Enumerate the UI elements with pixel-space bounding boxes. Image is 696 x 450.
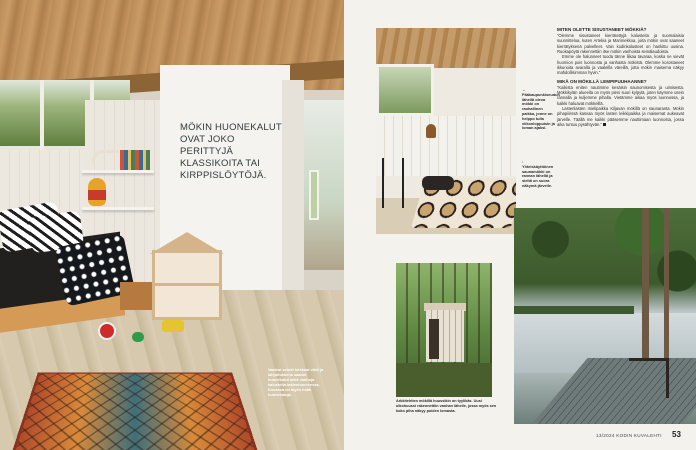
photo-caption: Vaaleat seinät kirkkaat värit ja lahjoituksena saadut huonekalut sekä vanhoja kalusteita lastenhuoneessa. Kuvassa on myös lisää huonekaluja.: [268, 367, 324, 397]
tree-trunk: [664, 208, 669, 358]
caption-sauna: [522, 160, 556, 189]
question-heading: MITEN OLETTE SISUSTANEET MÖKKIÄ?: [557, 27, 647, 32]
antler-decor: [92, 150, 118, 164]
far-shore: [514, 306, 634, 314]
paragraph: Emme ole halunneet tuoda tänne liikaa tavaraa, koska ne vievät huomion pois luonnosta ja vanhasta mökistä. Olemme korostaneet ikkunoita avaralla ja vaaleilla väreillä, jotta mökin maisema näkyy mahdollisimman hyvin.”: [557, 54, 684, 76]
arrow-down-icon: ↓: [522, 159, 524, 164]
window-view: [376, 64, 434, 116]
end-mark-icon: [603, 123, 606, 126]
toy: [132, 332, 144, 342]
dock-bench: [629, 358, 669, 398]
article-body: [557, 27, 684, 128]
tree-trunk: [642, 208, 649, 358]
toy-ball: [98, 322, 116, 340]
wall-shelf: [82, 170, 154, 173]
window-frame: [40, 80, 44, 150]
caption-bedroom: [522, 87, 560, 131]
paragraph: Lastenlasten mielipaikka Kiljavan mökillä on saunaranta. Mökin pihapiirissä kasvaa myös lasten leikkipaikka ja maisemat aukeavat järvelle. Täällä me kaikki pääsemme nauttimaan luonnosta, jossa aika tuntuu pysähtyvän.”: [557, 106, 684, 128]
caption-text: Yhteiskäyttöinen saunamökki on rannan lähellä ja sieltä on suora näkymä järvelle.: [522, 163, 554, 188]
caption-text: Pääkaupunkiseudun lähellä oleva mökki on rauhallinen paikka, jonne on helppo tulla viikonloppuisin ja loman ajaksi.: [522, 91, 560, 131]
teddy-bear-shirt: [88, 190, 106, 200]
page-number: 53: [672, 430, 681, 439]
caption-outhouse: Arkkitehtien mökillä huussikin on tyylikäs. Uusi ulkohuussi rakennettiin vanhan lähelle, jossa myös sen koko piha näkyy puiden lomasta.: [396, 399, 497, 413]
paragraph: ”Olemme sisustaneet kierrätettyjä kalusteita ja suomalaisia suunnittelua, kuten Artekia ja Marimekkoa, joita mökin ovat saaneet kierrätyksenä palvelleet. Vain kodinkalusteet on hankittu uusina. Ruokapöytä rakennettiin itse mökin vanhoista seinälaudoista.: [557, 33, 684, 55]
arrow-left-icon: ←: [522, 87, 526, 92]
chair: [382, 158, 404, 208]
wall-shelf: [82, 207, 154, 210]
wall-lamp: [426, 124, 436, 138]
door-window: [309, 170, 319, 220]
bedroom-photo: [376, 28, 516, 234]
outhouse-door: [429, 319, 439, 359]
wooden-ceiling: [376, 28, 516, 68]
dollhouse-shelf: [152, 283, 222, 286]
paragraph: ”Kaikista eniten nautimme kesäisin saunomisesta ja uimisesta. Mökkikylän alueella on myös pieni suuri kylpylä, joten käymme usein rannalla ja kuljemme pihalla. Vietämme aikaa myös luonnossa, ja kaikki haluavat mökkeillä.: [557, 84, 684, 106]
ground: [396, 363, 492, 397]
headline: MÖKIN HUONEKALUT OVAT JOKO PERITTYJÄ KLASSIKOITA TAI KIRPPISLÖYTÖJÄ.: [180, 122, 282, 181]
pillow: [422, 176, 454, 190]
folio: 13/2024 KODIN KUVALEHTI: [596, 433, 662, 438]
divider-wall-side: [282, 80, 304, 320]
left-page-photo: [0, 0, 344, 450]
patterned-rug: [10, 372, 260, 450]
outhouse-photo: [396, 263, 492, 397]
books: [120, 150, 150, 170]
page-gutter: [344, 0, 376, 450]
toy-car: [162, 320, 184, 332]
lake-dock-photo: [514, 208, 696, 424]
toy-box: [120, 282, 154, 310]
question-heading: MIKÄ ON MÖKILLÄ LEMPIPUUHAANNE?: [557, 78, 647, 84]
